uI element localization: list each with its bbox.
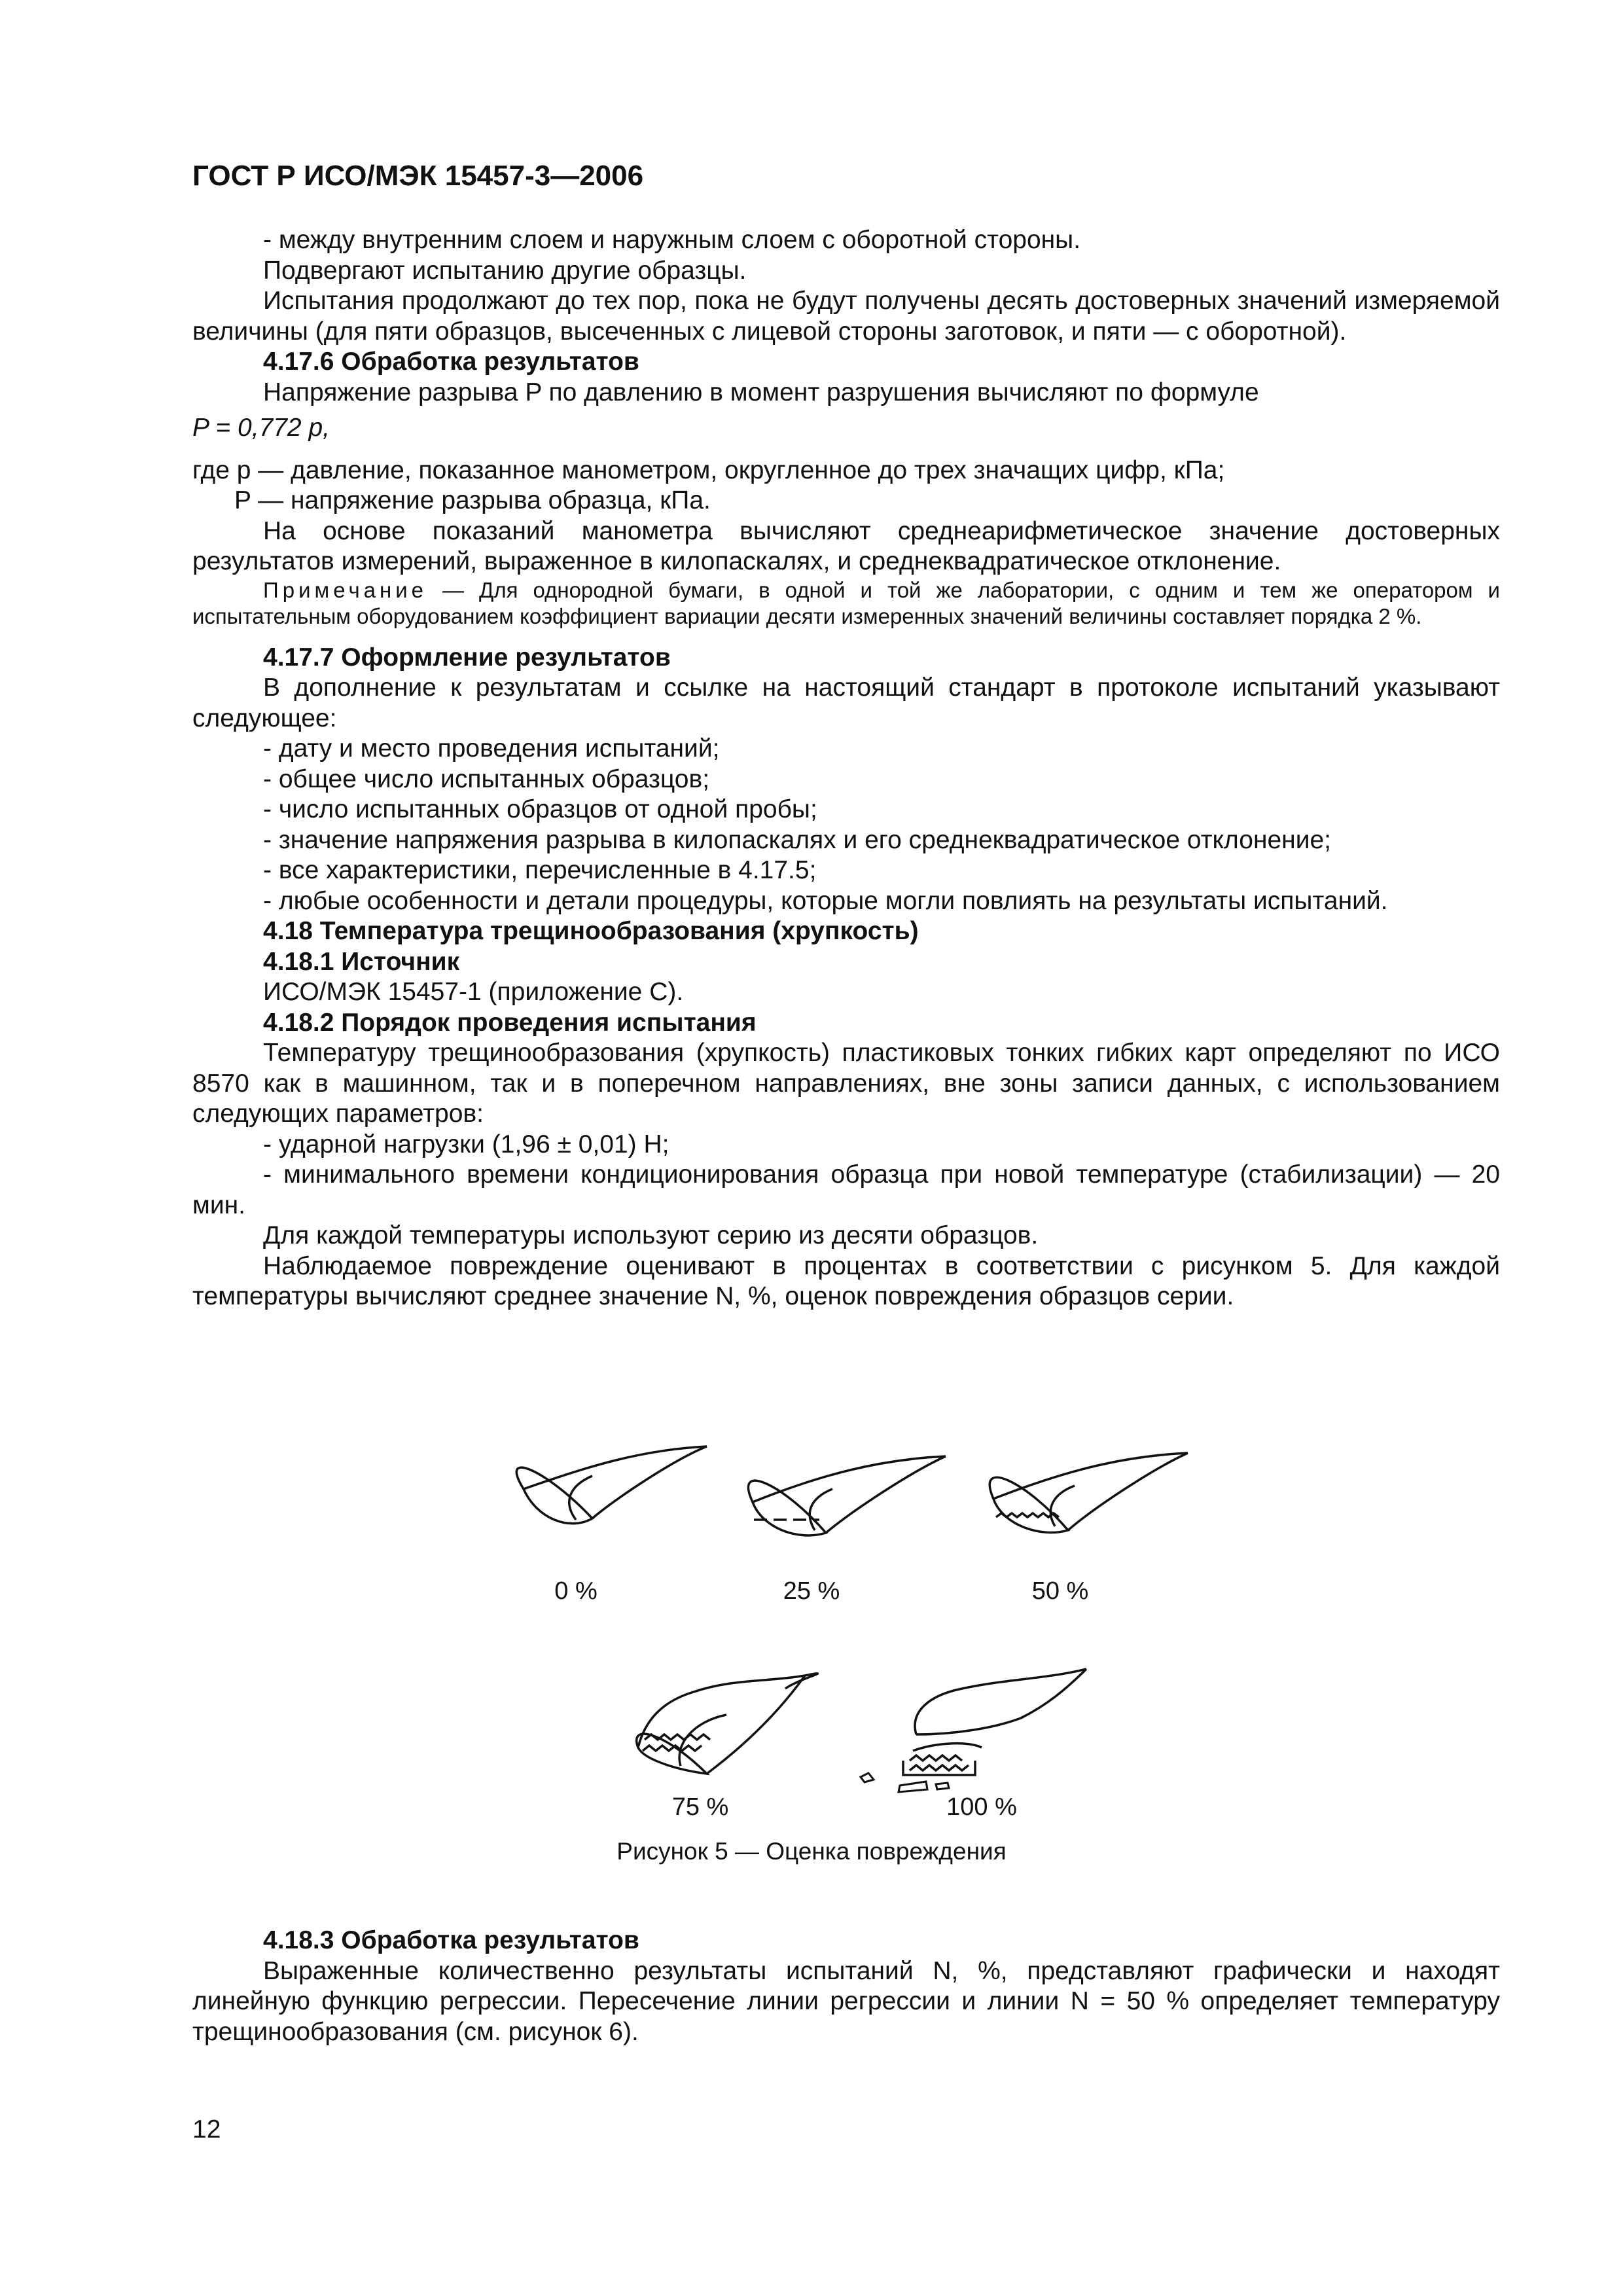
document-body-bottom [192, 1926, 1500, 2047]
paragraph: Выраженные количественно результаты испытаний N, %, представляют графически и находят линейную функцию регрессии. Пересечение линии регрессии и линии N = 50 % определяет температуру трещинообразования (см. рисунок 6). [192, 1956, 1500, 2046]
specimen-0-percent [516, 1446, 707, 1524]
paragraph: Наблюдаемое повреждение оценивают в процентах в соответствии с рисунком 5. Для каждой температуры вычисляют среднее значение N, %, оценок повреждения образцов серии. [192, 1251, 1500, 1310]
paragraph: Испытания продолжают до тех пор, пока не будут получены десять достоверных значений измеряемой величины (для пяти образцов, высеченных с лицевой стороны заготовок, и пяти — с оборотной). [192, 287, 1500, 346]
figure-label-75: 75 % [671, 1793, 729, 1821]
paragraph: Напряжение разрыва P по давлению в момент разрушения вычисляют по формуле [263, 378, 1259, 406]
note-label: Примечание [263, 577, 428, 602]
paragraph: ИСО/МЭК 15457-1 (приложение С). [263, 978, 684, 1006]
specimen-100-percent [861, 1669, 1086, 1792]
paragraph: На основе показаний манометра вычисляют среднеарифметическое значение достоверных результатов измерений, выраженное в килопаскалях, и среднеквадратическое отклонение. [192, 516, 1500, 575]
section-heading-4-18: 4.18 Температура трещинообразования (хрупкость) [263, 917, 919, 945]
paragraph: Температуру трещинообразования (хрупкость) пластиковых тонких гибких карт определяют по ИСО 8570 как в машинном, так и в поперечном направлениях, вне зоны записи данных, с использованием следующих параметров: [192, 1039, 1500, 1128]
paragraph: В дополнение к результатам и ссылке на настоящий стандарт в протоколе испытаний указывают следующее: [192, 673, 1500, 732]
section-heading-4-17-7: 4.17.7 Оформление результатов [263, 643, 671, 672]
figure-label-0: 0 % [554, 1577, 597, 1605]
section-heading-4-18-3: 4.18.3 Обработка результатов [263, 1926, 639, 1954]
section-heading-4-18-2: 4.18.2 Порядок проведения испытания [263, 1008, 757, 1037]
list-item: - общее число испытанных образцов; [263, 764, 710, 793]
specimen-50-percent [990, 1453, 1188, 1532]
note-text: — Для однородной бумаги, в одной и той же лаборатории, с одним и тем же оператором и испытательным оборудованием коэффициент вариации десяти измеренных значений величины составляет порядка 2 %. [192, 577, 1500, 628]
figure-label-100: 100 % [946, 1793, 1017, 1821]
list-item: - значение напряжения разрыва в килопаскалях и его среднеквадратическое отклонение; [263, 825, 1332, 854]
list-item: - ударной нагрузки (1,96 ± 0,01) Н; [263, 1130, 669, 1158]
list-item: - дату и место проведения испытаний; [263, 734, 720, 762]
list-item: - любые особенности и детали процедуры, которые могли повлиять на результаты испытаний. [263, 886, 1388, 915]
document-body [192, 225, 1500, 1312]
figure-label-25: 25 % [783, 1577, 840, 1605]
list-item: - минимального времени кондиционирования образца при новой температуре (стабилизации) — 20 мин. [192, 1160, 1500, 1219]
formula-where-line: P — напряжение разрыва образца, кПа. [234, 486, 711, 514]
section-heading-4-18-1: 4.18.1 Источник [263, 947, 460, 976]
specimen-25-percent [748, 1456, 946, 1535]
formula: P = 0,772 p, [192, 414, 330, 442]
paragraph: Подвергают испытанию другие образцы. [263, 256, 747, 285]
list-item: - между внутренним слоем и наружным слоем с оборотной стороны. [263, 226, 1081, 254]
list-item: - число испытанных образцов от одной пробы; [263, 795, 817, 823]
page-number: 12 [192, 2115, 221, 2144]
figure-label-50: 50 % [1031, 1577, 1089, 1605]
specimen-75-percent [637, 1674, 818, 1774]
document-header: ГОСТ Р ИСО/МЭК 15457-3—2006 [192, 160, 644, 192]
section-heading-4-17-6: 4.17.6 Обработка результатов [263, 348, 639, 376]
note [192, 577, 1500, 630]
figure-caption: Рисунок 5 — Оценка повреждения [616, 1838, 1007, 1865]
paragraph: Для каждой температуры используют серию из десяти образцов. [263, 1221, 1039, 1249]
list-item: - все характеристики, перечисленные в 4.17.5; [263, 856, 817, 884]
formula-where-line: где p — давление, показанное манометром, округленное до трех значащих цифр, кПа; [192, 456, 1225, 484]
